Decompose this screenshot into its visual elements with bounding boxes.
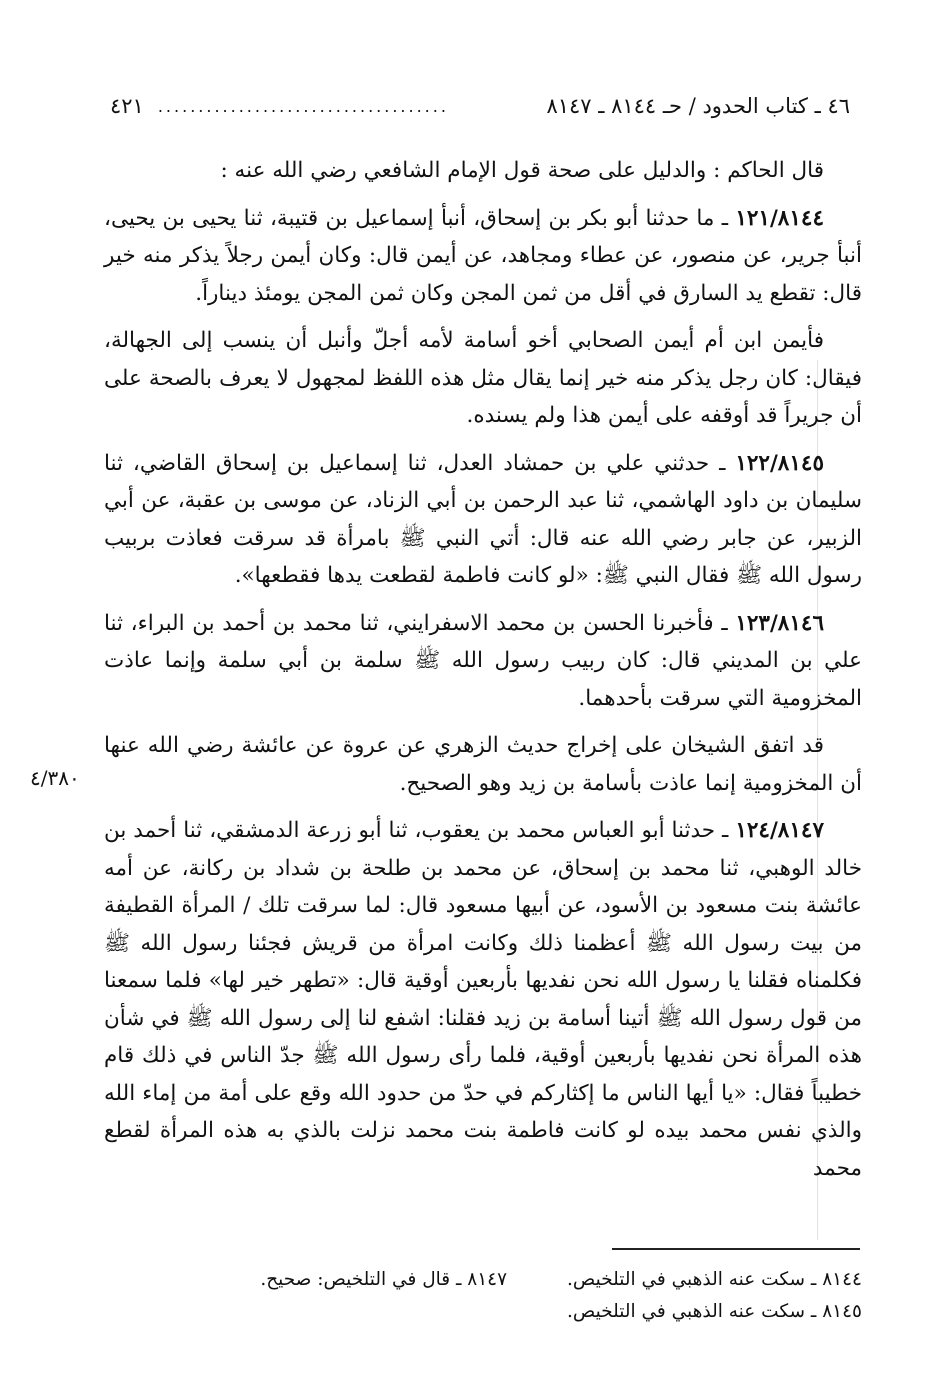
page-number-group: [110, 94, 449, 118]
hadith-number: ١٢٣/٨١٤٦: [735, 610, 824, 636]
hadith-number: ١٢٢/٨١٤٥: [735, 450, 824, 476]
margin-reference: ٤/٣٨٠: [30, 766, 80, 790]
running-header: [110, 86, 850, 126]
hadith-number: ١٢٤/٨١٤٧: [735, 818, 824, 843]
footnote-row: [200, 1296, 862, 1328]
footnote: ٨١٤٤ ـ سكت عنه الذهبي في التلخيص.: [567, 1269, 862, 1290]
paragraph: [104, 152, 862, 190]
paragraph: [104, 727, 862, 802]
paragraph-text: قال الحاكم : والدليل على صحة قول الإمام الشافعي رضي الله عنه :: [220, 158, 824, 183]
hadith-number: ١٢١/٨١٤٤: [735, 205, 824, 231]
footnote: ٨١٤٥ ـ سكت عنه الذهبي في التلخيص.: [567, 1301, 862, 1322]
paragraph-text: ـ حدثنا أبو العباس محمد بن يعقوب، ثنا أبو زرعة الدمشقي، ثنا أحمد بن خالد الوهبي، ثنا محمد بن إسحاق، عن محمد بن طلحة بن شداد بن ركانة، عن أمه عائشة بنت مسعود بن الأسود، عن أبيها مسعود قال: لما سرقت تلك / المرأة القطيفة من بيت رسول الله ﷺ أعظمنا ذلك وكانت امرأة من قريش فجئنا رسول الله ﷺ فكلمناه فقلنا يا رسول الله نحن نفديها بأربعين أوقية قال: «تطهر خير لها» فلما سمعنا من قول رسول الله ﷺ أتينا أسامة بن زيد فقلنا: اشفع لنا إلى رسول الله ﷺ في شأن هذه المرأة نحن نفديها بأربعين أوقية، فلما رأى رسول الله ﷺ جدّ الناس في ذلك قام خطيباً فقال: «يا أيها الناس ما إكثاركم في حدّ من حدود الله وقع على أمة من إماء الله والذي نفس محمد بيده لو كانت فاطمة بنت محمد نزلت بالذي به هذه المرأة لقطع محمد: [104, 818, 862, 1181]
hadith-paragraph: [104, 605, 862, 718]
paragraph-text: ـ ما حدثنا أبو بكر بن إسحاق، أنبأ إسماعيل بن قتيبة، ثنا يحيى بن يحيى، أنبأ جرير، عن منصور، عن عطاء ومجاهد، عن أيمن قال: وكان أيمن رجلاً يذكر منه خير قال: تقطع يد السارق في أقل من ثمن المجن وكان ثمن المجن يومئذ ديناراً.: [104, 205, 862, 306]
paragraph-text: ـ فأخبرنا الحسن بن محمد الاسفرايني، ثنا محمد بن أحمد بن البراء، ثنا علي بن المديني قال: كان ربيب رسول الله ﷺ سلمة بن أبي سلمة وإنما عاذت المخزومية التي سرقت بأحدهما.: [104, 610, 862, 711]
footnotes: [200, 1264, 862, 1328]
chapter-title: ٤٦ ـ كتاب الحدود / حـ ٨١٤٤ ـ ٨١٤٧: [546, 94, 850, 118]
paragraph-text: ـ حدثني علي بن حمشاد العدل، ثنا إسماعيل بن إسحاق القاضي، ثنا سليمان بن داود الهاشمي، ثنا عبد الرحمن بن أبي الزناد، عن موسى بن عقبة، عن أبي الزبير، عن جابر رضي الله عنه قال: أتي النبي ﷺ بامرأة قد سرقت فعاذت بربيب رسول الله ﷺ فقال النبي ﷺ: «لو كانت فاطمة لقطعت يدها فقطعها».: [104, 450, 862, 588]
main-text: [104, 152, 862, 1197]
paragraph-text: قد اتفق الشيخان على إخراج حديث الزهري عن عروة عن عائشة رضي الله عنها أن المخزومية إنما عاذت بأسامة بن زيد وهو الصحيح.: [104, 733, 862, 796]
leader-dots: ....................................: [157, 96, 449, 116]
footnote: ٨١٤٧ ـ قال في التلخيص: صحيح.: [260, 1269, 508, 1290]
paragraph-text: فأيمن ابن أم أيمن الصحابي أخو أسامة لأمه أجلّ وأنبل أن ينسب إلى الجهالة، فيقال: كان رجل يذكر منه خير إنما يقال مثل هذه اللفظ لمجهول لا يعرف بالصحة على أن جريراً قد أوقفه على أيمن هذا ولم يسنده.: [104, 328, 862, 428]
paragraph: [104, 322, 862, 435]
page-number: ٤٢١: [110, 94, 144, 118]
hadith-paragraph: [104, 445, 862, 595]
hadith-paragraph: [104, 812, 862, 1187]
hadith-paragraph: [104, 200, 862, 313]
footnote-separator: [612, 1248, 860, 1250]
footnote-row: [200, 1264, 862, 1296]
